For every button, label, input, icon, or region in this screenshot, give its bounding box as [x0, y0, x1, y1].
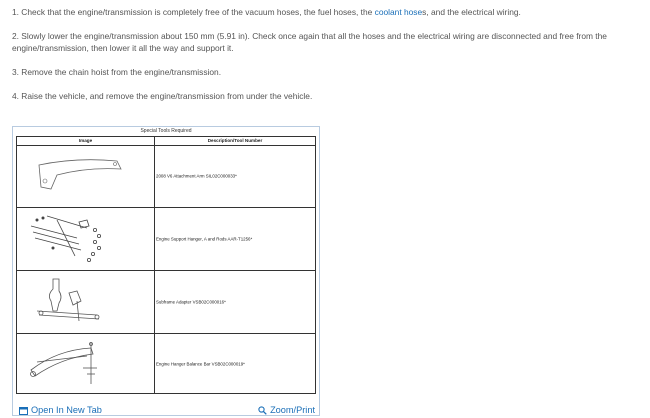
header-image: Image: [78, 138, 93, 143]
description-cell: [154, 145, 315, 207]
description-cell: [154, 208, 315, 270]
balance-bar-image: [17, 334, 154, 394]
step-1: [12, 6, 637, 18]
zoom-print-link[interactable]: [258, 405, 315, 415]
attachment-arm-drawing: [17, 145, 154, 207]
subframe-adapter-drawing: [17, 271, 154, 333]
table-row: [17, 334, 315, 394]
coolant-hose-link[interactable]: coolant hose: [374, 7, 423, 17]
subframe-adapter-image: [17, 271, 154, 333]
description-cell: [154, 334, 315, 394]
balance-bar-drawing: [17, 334, 154, 394]
support-hanger-image: [17, 208, 154, 270]
support-hanger-drawing: [17, 208, 154, 270]
zoom-print-label: Zoom/Print: [270, 405, 315, 415]
special-tools-panel: [12, 126, 320, 416]
table-row: [17, 145, 315, 208]
magnifier-icon: [258, 406, 267, 415]
tools-caption: Special Tools Required: [140, 128, 192, 134]
step-1-text: 1. Check that the engine/transmission is completely free of the vacuum hoses, the fuel hoses, the: [12, 7, 375, 17]
table-row: [17, 271, 315, 334]
step-2: 2. Slowly lower the engine/transmission about 150 mm (5.91 in). Check once again that all the hoses and the electrical wiring are disconnected and free from the engine/transmission, then lower it all the way and support it.: [12, 31, 607, 53]
step-4: 4. Raise the vehicle, and remove the engine/transmission from under the vehicle.: [12, 91, 313, 101]
open-in-new-tab-link[interactable]: [19, 405, 102, 415]
table-row: [17, 208, 315, 271]
step-1-text-end: s, and the electrical wiring.: [422, 7, 521, 17]
open-in-new-tab-icon: [19, 407, 28, 415]
header-description: Description/Tool Number: [154, 137, 315, 145]
step-3: 3. Remove the chain hoist from the engine/transmission.: [12, 67, 222, 77]
attachment-arm-image: [17, 145, 154, 207]
tool-description: 2008 V6 Attachment Arm SIL02C000033*: [156, 173, 237, 179]
open-in-new-tab-label: Open In New Tab: [31, 405, 102, 415]
panel-footer: [13, 403, 319, 417]
description-cell: [154, 271, 315, 333]
tool-description: Subframe Adapter VSB02C000016*: [156, 299, 226, 305]
tool-description: Engine Support Hanger, A and Rods AAR-T1256*: [156, 236, 253, 242]
tools-table: [16, 136, 316, 394]
tool-description: Engine Hanger Balance Bar VSB02C000019*: [156, 361, 245, 367]
